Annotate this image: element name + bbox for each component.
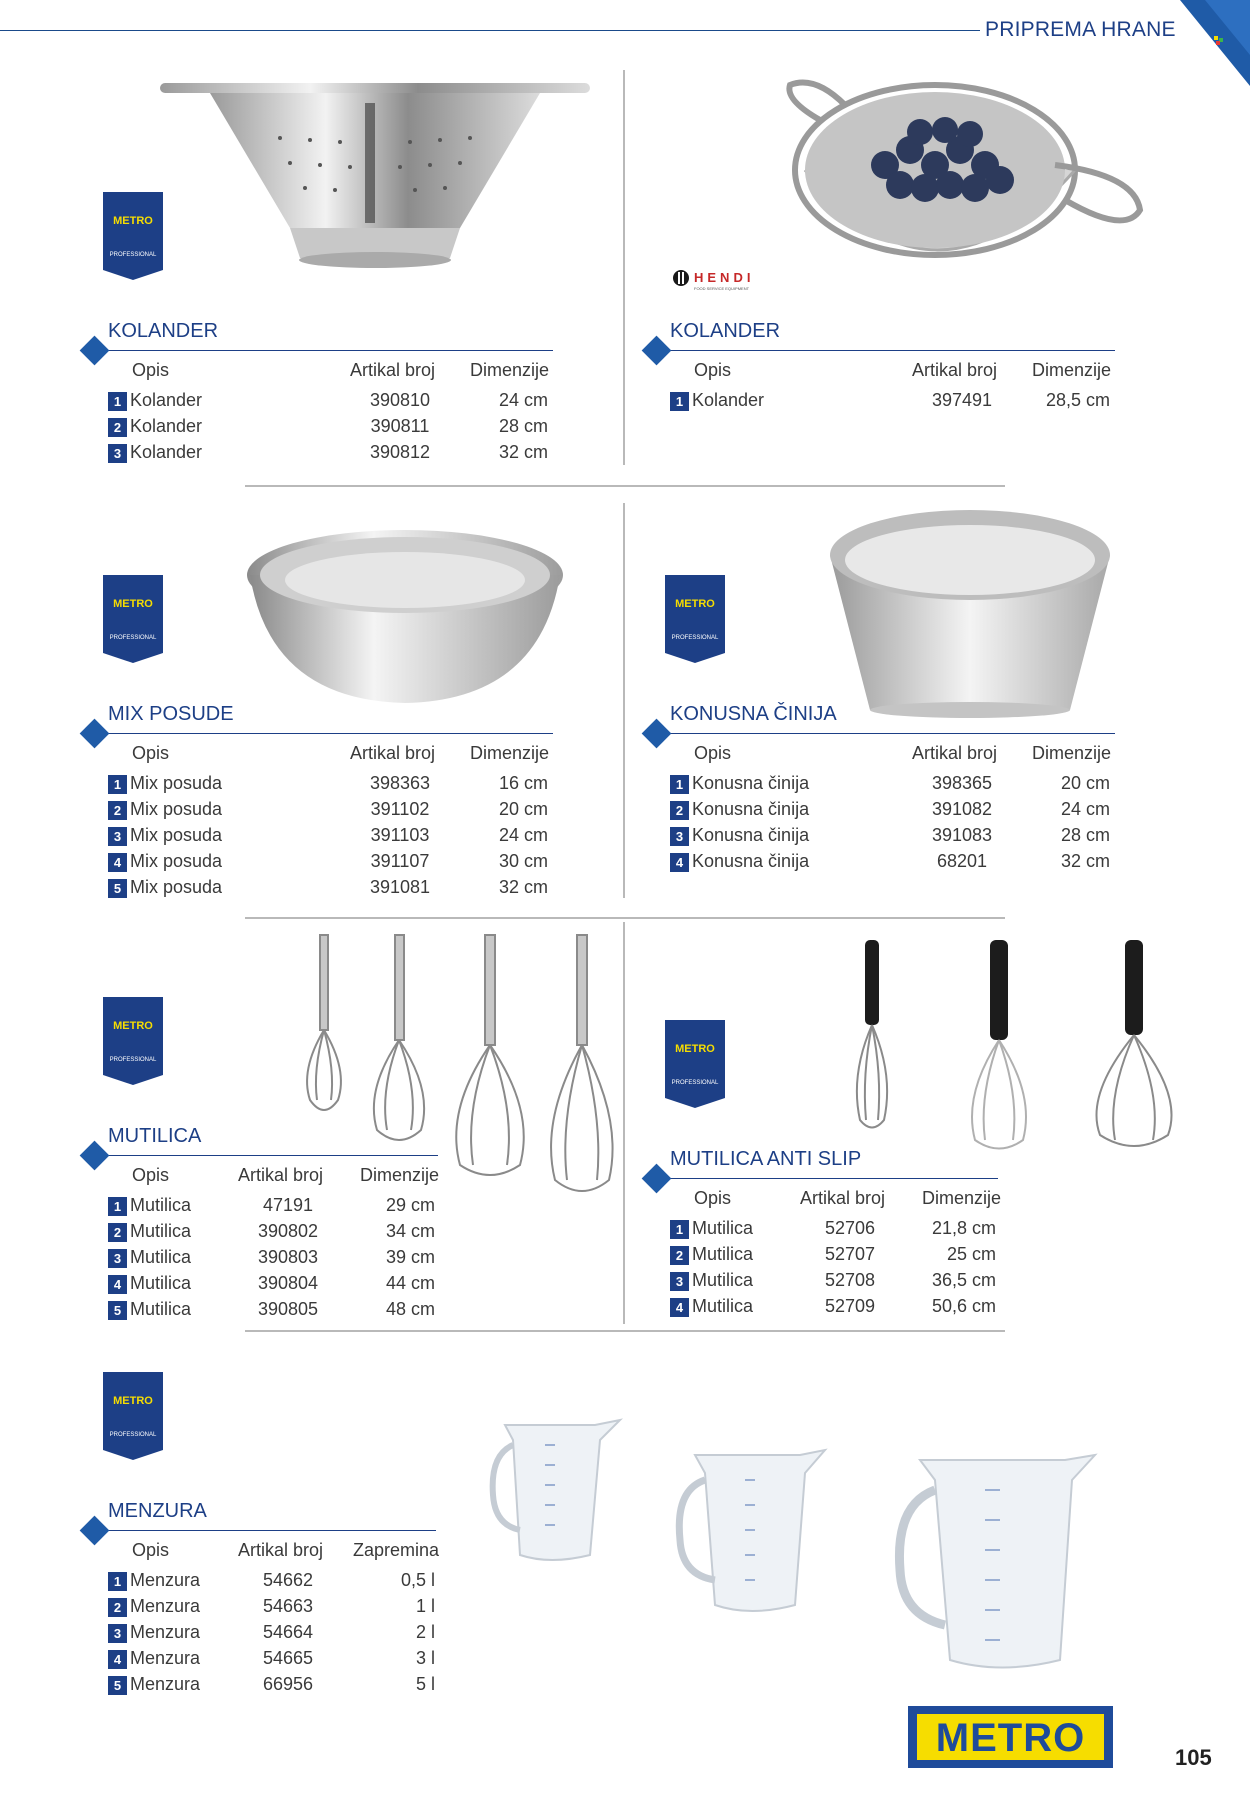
- diamond-icon: [642, 336, 672, 366]
- hendi-tagline-text: FOOD SERVICE EQUIPMENT: [694, 286, 750, 291]
- table-row: [108, 442, 553, 468]
- section-title: MUTILICA ANTI SLIP: [670, 1148, 862, 1170]
- header-dimenzije: Dimenzije: [470, 743, 550, 763]
- badge-brand-text: METRO: [675, 598, 715, 610]
- row-dimension: 24 cm: [498, 390, 548, 410]
- row-description: Mutilica: [130, 1195, 192, 1215]
- header-opis: Opis: [694, 1188, 732, 1208]
- row-description: Mutilica: [692, 1244, 754, 1264]
- table-row: [108, 1221, 438, 1247]
- table-row: [108, 851, 553, 877]
- anti-slip-whisks-image: [845, 935, 1185, 1165]
- header-artikal-broj: Artikal broj: [912, 360, 998, 380]
- diamond-icon: [80, 719, 110, 749]
- row-number: 3: [108, 444, 127, 463]
- row-code: 397491: [931, 390, 993, 410]
- row-number: 2: [108, 801, 127, 820]
- row-code: 398363: [369, 773, 431, 793]
- metro-professional-badge: [665, 575, 725, 663]
- section-kolander-right: [670, 320, 1120, 420]
- section-rule: [108, 733, 553, 734]
- section-title: KONUSNA ČINIJA: [670, 703, 837, 725]
- row-code: 391107: [370, 851, 430, 871]
- row-code: 52708: [824, 1270, 876, 1290]
- row-code: 391081: [369, 877, 431, 897]
- row-code: 390802: [257, 1221, 319, 1241]
- section-rule: [670, 350, 1115, 351]
- badge-line-text: PROFESSIONAL: [109, 252, 157, 258]
- column-divider: [623, 503, 625, 898]
- badge-line-text: PROFESSIONAL: [109, 635, 157, 641]
- badge-brand-text: METRO: [113, 598, 153, 610]
- row-code: 54662: [262, 1570, 314, 1590]
- row-description: Mix posuda: [130, 799, 223, 819]
- metro-professional-badge: [103, 192, 163, 280]
- table-row: [108, 1648, 438, 1674]
- row-code: 390804: [257, 1273, 319, 1293]
- row-code: 390803: [257, 1247, 319, 1267]
- row-code: 391083: [931, 825, 993, 845]
- row-description: Menzura: [130, 1596, 201, 1616]
- badge-brand-text: METRO: [113, 215, 153, 227]
- section-title: MUTILICA: [108, 1125, 202, 1147]
- row-description: Kolander: [130, 390, 203, 410]
- row-description: Mix posuda: [130, 825, 223, 845]
- header-opis: Opis: [132, 743, 170, 763]
- row-number: 1: [108, 1197, 127, 1216]
- row-number: 3: [670, 1272, 689, 1291]
- row-dimension: 36,5 cm: [931, 1270, 996, 1290]
- row-number: 4: [108, 1650, 127, 1669]
- section-mutilica-anti-slip: [670, 1148, 1010, 1328]
- hendi-brand-text: HENDI: [694, 270, 755, 285]
- row-code: 390811: [370, 416, 430, 436]
- table-row: [108, 1273, 438, 1299]
- row-dimension: 34 cm: [385, 1221, 435, 1241]
- row-description: Mutilica: [130, 1221, 192, 1241]
- header-opis: Opis: [694, 360, 732, 380]
- badge-line-text: PROFESSIONAL: [671, 1080, 719, 1086]
- header-opis: Opis: [694, 743, 732, 763]
- badge-line-text: PROFESSIONAL: [671, 635, 719, 641]
- row-number: 3: [108, 827, 127, 846]
- table-row: [670, 1218, 1000, 1244]
- row-number: 3: [670, 827, 689, 846]
- table-row: [108, 1247, 438, 1273]
- row-number: 2: [108, 418, 127, 437]
- table-row: [670, 390, 1115, 416]
- mix-bowl-image: [245, 520, 565, 705]
- row-description: Menzura: [130, 1648, 201, 1668]
- section-rule: [670, 1178, 998, 1179]
- section-rule: [108, 1530, 436, 1531]
- header-artikal-broj: Artikal broj: [800, 1188, 886, 1208]
- row-divider: [245, 917, 1005, 919]
- section-title: MIX POSUDE: [108, 703, 234, 725]
- header-dimenzije: Dimenzije: [1032, 360, 1112, 380]
- row-dimension: 28,5 cm: [1045, 390, 1110, 410]
- header-artikal-broj: Artikal broj: [350, 360, 436, 380]
- badge-brand-text: METRO: [675, 1043, 715, 1055]
- row-description: Menzura: [130, 1674, 201, 1694]
- row-number: 2: [108, 1223, 127, 1242]
- column-divider: [623, 70, 625, 465]
- row-dimension: 30 cm: [498, 851, 548, 871]
- measuring-jug-medium-image: [670, 1445, 830, 1625]
- row-code: 52707: [824, 1244, 876, 1264]
- row-description: Mutilica: [692, 1296, 754, 1316]
- badge-line-text: PROFESSIONAL: [109, 1057, 157, 1063]
- diamond-icon: [80, 1516, 110, 1546]
- row-description: Konusna činija: [692, 851, 810, 871]
- header-dimenzije: Dimenzije: [470, 360, 550, 380]
- row-number: 4: [670, 1298, 689, 1317]
- section-title: KOLANDER: [670, 320, 781, 342]
- table-row: [670, 799, 1115, 825]
- row-description: Menzura: [130, 1570, 201, 1590]
- section-konusna-cinija: [670, 703, 1120, 883]
- table-row: [670, 825, 1115, 851]
- row-dimension: 20 cm: [498, 799, 548, 819]
- diamond-icon: [80, 336, 110, 366]
- row-description: Mutilica: [130, 1299, 192, 1319]
- row-description: Mix posuda: [130, 877, 223, 897]
- row-volume: 0,5 l: [400, 1570, 435, 1590]
- table-row: [108, 1195, 438, 1221]
- section-title: KOLANDER: [108, 320, 219, 342]
- row-number: 5: [108, 879, 127, 898]
- table-row: [670, 773, 1115, 799]
- row-volume: 5 l: [415, 1674, 435, 1694]
- section-rule: [108, 1155, 438, 1156]
- row-code: 390810: [369, 390, 431, 410]
- row-number: 1: [108, 392, 127, 411]
- metro-logo: [908, 1706, 1113, 1768]
- row-description: Menzura: [130, 1622, 201, 1642]
- row-code: 54664: [262, 1622, 314, 1642]
- header-dimenzije: Dimenzije: [360, 1165, 440, 1185]
- row-dimension: 24 cm: [498, 825, 548, 845]
- row-dimension: 50,6 cm: [931, 1296, 996, 1316]
- header-opis: Opis: [132, 360, 170, 380]
- row-code: 390805: [257, 1299, 319, 1319]
- row-code: 391082: [931, 799, 993, 819]
- table-row: [108, 1674, 438, 1700]
- row-dimension: 32 cm: [498, 877, 548, 897]
- row-number: 4: [108, 853, 127, 872]
- row-code: 390812: [369, 442, 431, 462]
- row-number: 4: [108, 1275, 127, 1294]
- row-number: 3: [108, 1624, 127, 1643]
- hendi-logo: [672, 268, 782, 292]
- row-dimension: 32 cm: [1060, 851, 1110, 871]
- corner-ribbon-icon: [1180, 0, 1250, 86]
- table-row: [670, 851, 1115, 877]
- header-artikal-broj: Artikal broj: [912, 743, 998, 763]
- conical-bowl-image: [825, 505, 1115, 720]
- badge-brand-text: METRO: [113, 1395, 153, 1407]
- row-code: 52709: [824, 1296, 876, 1316]
- section-kolander-left: [108, 320, 558, 470]
- row-number: 1: [670, 775, 689, 794]
- section-mutilica: [108, 1125, 448, 1325]
- row-dimension: 16 cm: [498, 773, 548, 793]
- row-description: Mutilica: [130, 1247, 192, 1267]
- row-number: 3: [108, 1249, 127, 1268]
- badge-brand-text: METRO: [113, 1020, 153, 1032]
- row-description: Kolander: [130, 442, 203, 462]
- row-number: 2: [670, 1246, 689, 1265]
- diamond-icon: [642, 719, 672, 749]
- row-divider: [245, 485, 1005, 487]
- row-number: 2: [670, 801, 689, 820]
- table-row: [108, 1622, 438, 1648]
- mesh-colander-blueberries-image: [775, 70, 1155, 320]
- table-row: [670, 1244, 1000, 1270]
- row-code: 68201: [936, 851, 988, 871]
- header-artikal-broj: Artikal broj: [238, 1165, 324, 1185]
- row-code: 398365: [931, 773, 993, 793]
- metro-professional-badge: [103, 997, 163, 1085]
- diamond-icon: [642, 1164, 672, 1194]
- row-code: 391102: [370, 799, 430, 819]
- header-zapremina: Zapremina: [353, 1540, 440, 1560]
- row-number: 5: [108, 1301, 127, 1320]
- table-row: [670, 1270, 1000, 1296]
- row-description: Konusna činija: [692, 799, 810, 819]
- row-code: 66956: [262, 1674, 314, 1694]
- row-code: 54665: [262, 1648, 314, 1668]
- row-number: 5: [108, 1676, 127, 1695]
- table-row: [108, 825, 553, 851]
- row-number: 1: [108, 775, 127, 794]
- row-description: Konusna činija: [692, 773, 810, 793]
- measuring-jug-small-image: [485, 1415, 625, 1575]
- row-description: Kolander: [130, 416, 203, 436]
- metro-professional-badge: [103, 575, 163, 663]
- row-description: Mutilica: [692, 1270, 754, 1290]
- row-dimension: 25 cm: [946, 1244, 996, 1264]
- row-number: 2: [108, 1598, 127, 1617]
- metro-professional-badge: [665, 1020, 725, 1108]
- section-title: MENZURA: [108, 1500, 207, 1522]
- row-description: Kolander: [692, 390, 765, 410]
- row-dimension: 44 cm: [385, 1273, 435, 1293]
- row-description: Mutilica: [130, 1273, 192, 1293]
- row-code: 391103: [370, 825, 430, 845]
- table-row: [108, 1596, 438, 1622]
- row-dimension: 28 cm: [498, 416, 548, 436]
- row-description: Mix posuda: [130, 773, 223, 793]
- table-row: [108, 877, 553, 903]
- section-menzura: [108, 1500, 448, 1700]
- table-row: [108, 416, 553, 442]
- row-dimension: 24 cm: [1060, 799, 1110, 819]
- section-mix-posude: [108, 703, 558, 903]
- row-code: 54663: [262, 1596, 314, 1616]
- metro-logo-text: METRO: [935, 1716, 1086, 1760]
- colander-image: [160, 78, 590, 278]
- row-volume: 3 l: [415, 1648, 435, 1668]
- row-dimension: 39 cm: [385, 1247, 435, 1267]
- header-opis: Opis: [132, 1540, 170, 1560]
- row-dimension: 48 cm: [385, 1299, 435, 1319]
- table-row: [108, 390, 553, 416]
- section-rule: [670, 733, 1115, 734]
- row-dimension: 29 cm: [385, 1195, 435, 1215]
- row-dimension: 21,8 cm: [931, 1218, 996, 1238]
- row-volume: 2 l: [415, 1622, 435, 1642]
- metro-logo-field: [917, 1714, 1104, 1760]
- row-number: 1: [670, 392, 689, 411]
- row-dimension: 20 cm: [1060, 773, 1110, 793]
- header-dimenzije: Dimenzije: [922, 1188, 1002, 1208]
- table-row: [108, 1299, 438, 1325]
- row-volume: 1 l: [415, 1596, 435, 1616]
- row-description: Konusna činija: [692, 825, 810, 845]
- row-dimension: 32 cm: [498, 442, 548, 462]
- row-description: Mutilica: [692, 1218, 754, 1238]
- row-code: 52706: [824, 1218, 876, 1238]
- header-opis: Opis: [132, 1165, 170, 1185]
- header-artikal-broj: Artikal broj: [350, 743, 436, 763]
- row-code: 47191: [262, 1195, 314, 1215]
- measuring-jug-large-image: [890, 1450, 1100, 1680]
- badge-line-text: PROFESSIONAL: [109, 1432, 157, 1438]
- row-dimension: 28 cm: [1060, 825, 1110, 845]
- row-number: 4: [670, 853, 689, 872]
- row-number: 1: [670, 1220, 689, 1239]
- table-row: [108, 1570, 438, 1596]
- header-artikal-broj: Artikal broj: [238, 1540, 324, 1560]
- table-row: [108, 773, 553, 799]
- section-rule: [108, 350, 553, 351]
- header-dimenzije: Dimenzije: [1032, 743, 1112, 763]
- diamond-icon: [80, 1141, 110, 1171]
- metro-professional-badge: [103, 1372, 163, 1460]
- page-section-title: PRIPREMA HRANE: [985, 18, 1176, 41]
- row-number: 1: [108, 1572, 127, 1591]
- table-row: [670, 1296, 1000, 1322]
- page-number: 105: [1175, 1745, 1212, 1770]
- header-rule: [0, 30, 980, 31]
- table-row: [108, 799, 553, 825]
- row-divider: [245, 1330, 1005, 1332]
- row-description: Mix posuda: [130, 851, 223, 871]
